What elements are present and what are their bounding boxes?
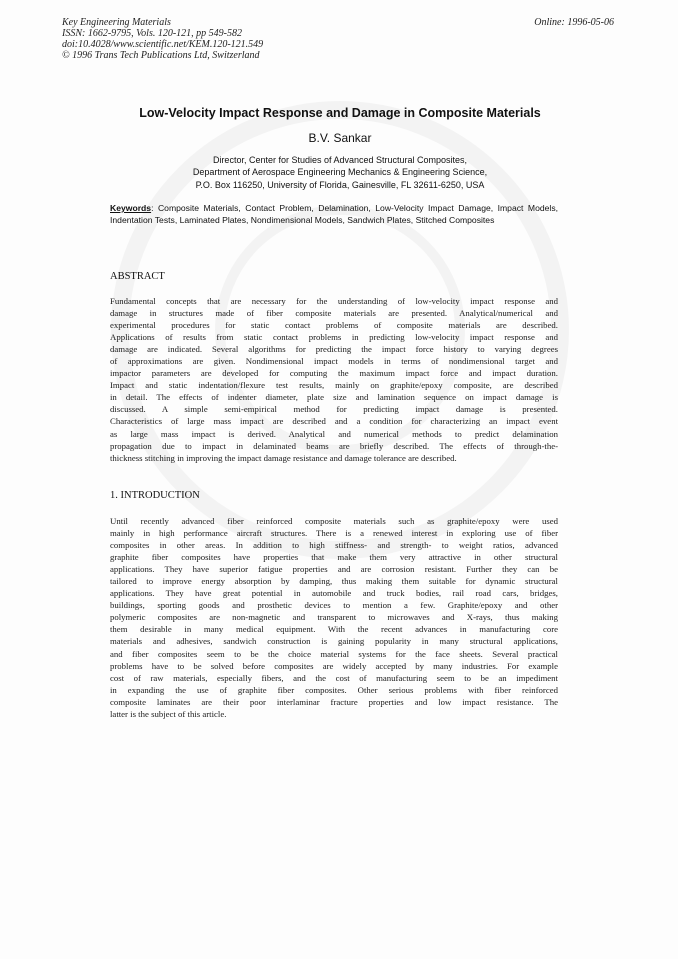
intro-line: in expanding the use of graphite fiber composites. Other serious problems with fiber reinforced: [110, 684, 558, 695]
abstract-line: Impact and static indentation/flexure test results, mainly on graphite/epoxy composite, are described: [110, 380, 558, 391]
abstract-line: Fundamental concepts that are necessary for the understanding of low-velocity impact response and: [110, 296, 558, 306]
keywords-label: Keywords: [110, 203, 152, 213]
abstract-line: Applications of results from static contact problems in predicting low-velocity impact response and: [110, 332, 558, 343]
intro-line: Until recently advanced fiber reinforced composite materials such as graphite/epoxy were used: [110, 516, 558, 526]
intro-line: composites in other areas. In addition to high stiffness- and strength- to weight ratios, advanced: [110, 540, 558, 551]
keywords-text: : Composite Materials, Contact Problem, Delamination, Low-Velocity Impact Damage, Impact Models, Indentation Tests, Laminated Plates, Nondimensional Models, Sandwich Plates, Stitched Composites: [110, 203, 558, 225]
journal-header: [62, 17, 263, 61]
abstract-heading: ABSTRACT: [110, 271, 165, 282]
intro-line: applications. They have superior fatigue properties and are corrosion resistant. Further they can be: [110, 564, 558, 575]
intro-line: materials and adhesives, sandwich construction is gaining popularity in many structural applications,: [110, 636, 558, 647]
intro-line: composite laminates are their poor interlaminar fracture properties and low impact resistance. The: [110, 696, 558, 707]
affiliation-line: Director, Center for Studies of Advanced Structural Composites,: [212, 155, 468, 165]
intro-line: problems have to be solved before composites are widely accepted by many industries. For example: [110, 660, 558, 671]
abstract-line: discussed. A simple semi-empirical method for predicting impact damage is presented.: [110, 404, 558, 415]
intro-line: polymeric composites are non-magnetic and transparent to microwaves and X-rays, thus making: [110, 612, 558, 623]
abstract-body: [110, 295, 558, 464]
intro-line: and fiber composites seem to be the choice material systems for the face sheets. Several practical: [110, 648, 558, 659]
journal-copyright: © 1996 Trans Tech Publications Ltd, Switzerland: [62, 50, 260, 61]
abstract-line: damage in structures made of fiber composite materials are presented. Analytical/numerical and: [110, 308, 558, 319]
paper-author: B.V. Sankar: [308, 131, 372, 145]
abstract-line: of approximations are given. Nondimensional impact models in terms of nondimensional target and: [110, 356, 558, 367]
journal-doi[interactable]: doi:10.4028/www.scientific.net/KEM.120-121.549: [62, 39, 264, 50]
intro-line: buildings, sporting goods and prosthetic devices to mention a few. Graphite/epoxy and other: [110, 600, 558, 611]
paper-title: Low-Velocity Impact Response and Damage in Composite Materials: [139, 106, 541, 120]
abstract-line: damage are indicated. Several algorithms for predicting the impact force history to varying degrees: [110, 344, 558, 355]
intro-line: graphite fiber composites have properties that make them very attractive in other structural: [110, 552, 558, 563]
intro-line: tailored to improve energy absorption by damping, thus making them suitable for dynamic structural: [110, 576, 558, 587]
intro-line: mainly in high performance aircraft structures. There is a renewed interest in exploring use of fiber: [110, 528, 558, 539]
abstract-line: propagation due to impact in delaminated beams are briefly described. The effects of through-the-: [110, 440, 558, 451]
abstract-line: in detail. The effects of indenter diameter, plate size and lamination sequence on impact damage is: [110, 392, 558, 403]
abstract-line: thickness stitching in improving the impact damage resistance and damage tolerance are described.: [110, 452, 457, 463]
intro-line: applications. They have great potential in automobile and truck bodies, rail road cars, bridges,: [110, 588, 558, 599]
abstract-line: as large mass impact is derived. Analytical and numerical methods to predict delamination: [110, 428, 558, 439]
intro-line: latter is the subject of this article.: [110, 708, 227, 719]
affiliation-line: P.O. Box 116250, University of Florida, Gainesville, FL 32611-6250, USA: [195, 179, 485, 190]
abstract-line: Characteristics of large mass impact are described and a condition for characterizing an impact event: [110, 416, 558, 427]
introduction-body: [110, 515, 558, 720]
affiliation-line: Department of Aerospace Engineering Mechanics & Engineering Science,: [192, 167, 488, 178]
abstract-line: impactor parameters are developed for computing the maximum impact force and impact duration.: [110, 368, 558, 379]
abstract-line: experimental procedures for static contact problems of composite materials are described.: [110, 320, 558, 331]
journal-issn: ISSN: 1662-9795, Vols. 120-121, pp 549-582: [62, 28, 242, 39]
keywords-block: [110, 203, 558, 226]
author-affiliation: [62, 154, 618, 191]
online-date: Online: 1996-05-06: [534, 17, 614, 28]
introduction-heading: 1. INTRODUCTION: [110, 490, 200, 501]
intro-line: cost of raw materials, especially fibers, and the cost of manufacturing seem to be an impediment: [110, 672, 558, 683]
journal-name: Key Engineering Materials: [62, 17, 171, 28]
intro-line: them desirable in many medical equipment. With the recent advances in manufacturing core: [110, 624, 558, 635]
